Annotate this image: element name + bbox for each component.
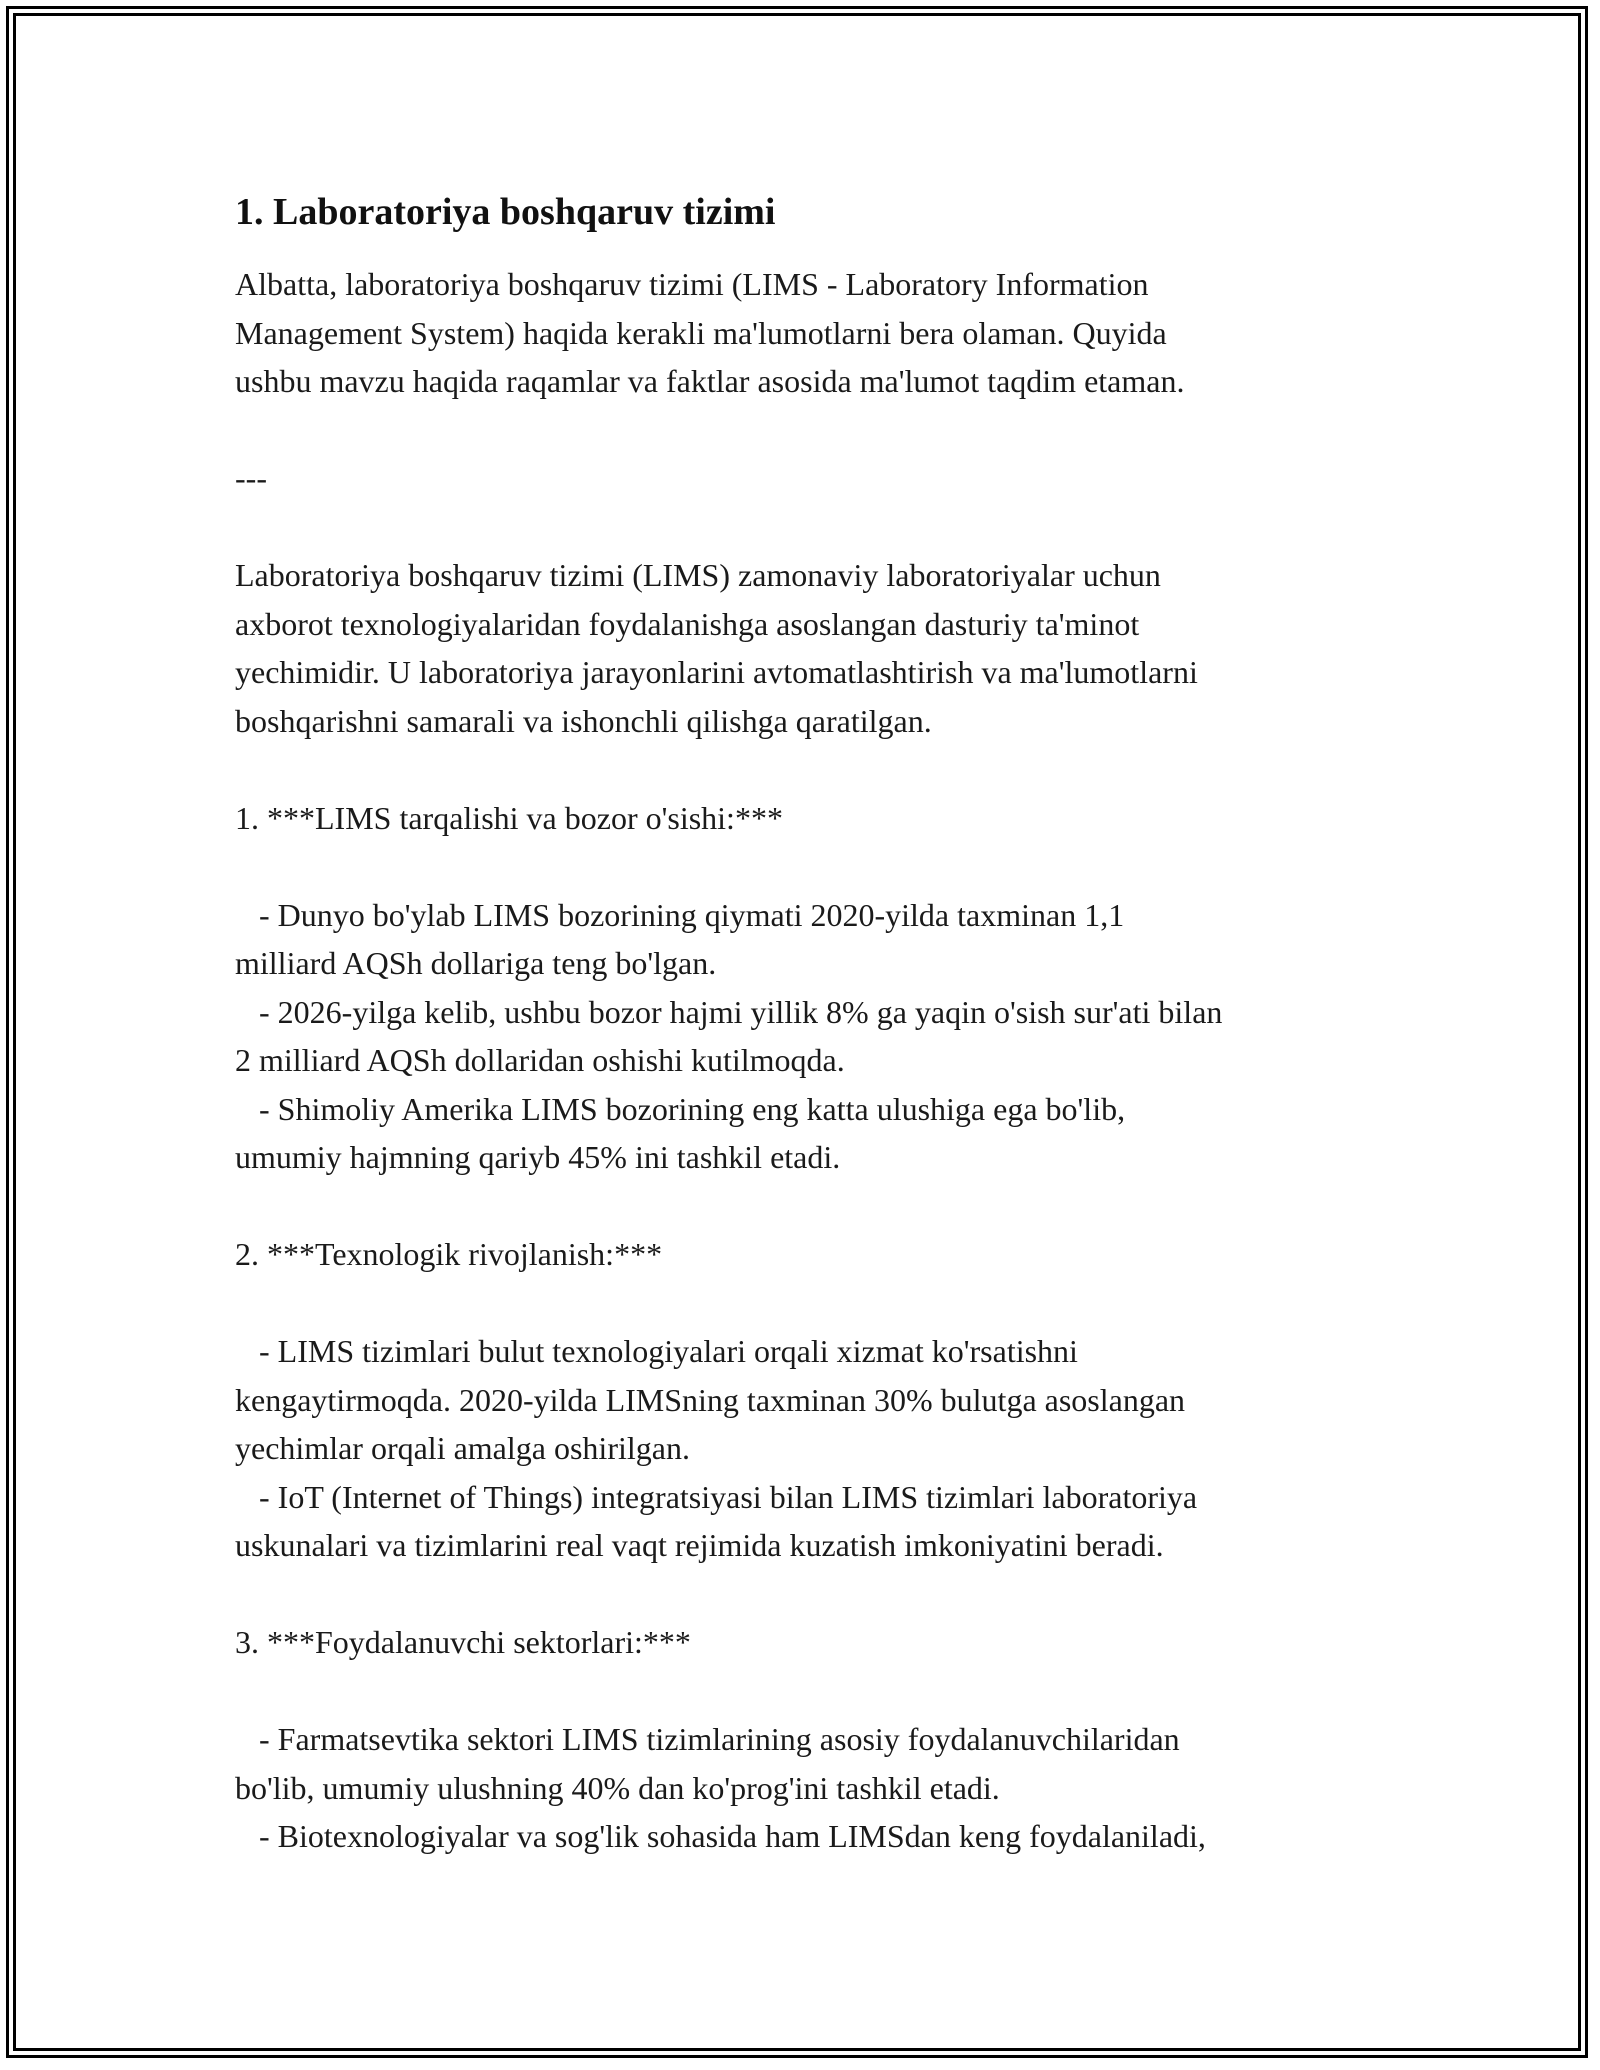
document-heading: 1. Laboratoriya boshqaruv tizimi — [235, 191, 776, 233]
document-content — [235, 186, 1385, 1861]
document-body: Albatta, laboratoriya boshqaruv tizimi (LIMS - Laboratory Information Management System) haqida kerakli ma'lumotlarni bera olaman. Quyida ushbu mavzu haqida raqamlar va faktlar asosida ma'lumot taqdim etaman. --- Laboratoriya boshqaruv tizimi (LIMS) zamonaviy laboratoriyalar uchun axborot texnologiyalaridan foydalanishga asoslangan dasturiy ta'minot yechimidir. U laboratoriya jarayonlarini avtomatlashtirish va ma'lumotlarni boshqarishni samarali va ishonchli qilishga qaratilgan. 1. ***LIMS tarqalishi va bozor o'sishi:*** - Dunyo bo'ylab LIMS bozorining qiymati 2020-yilda taxminan 1,1 milliard AQSh dollariga teng bo'lgan. - 2026-yilga kelib, ushbu bozor hajmi yillik 8% ga yaqin o'sish sur'ati bilan 2 milliard AQSh dollaridan oshishi kutilmoqda. - Shimoliy Amerika LIMS bozorining eng katta ulushiga ega bo'lib, umumiy hajmning qariyb 45% ini tashkil etadi. 2. ***Texnologik rivojlanish:*** - LIMS tizimlari bulut texnologiyalari orqali xizmat ko'rsatishni kengaytirmoqda. 2020-yilda LIMSning taxminan 30% bulutga asoslangan yechimlar orqali amalga oshirilgan. - IoT (Internet of Things) integratsiyasi bilan LIMS tizimlari laboratoriya uskunalari va tizimlarini real vaqt rejimida kuzatish imkoniyatini beradi. 3. ***Foydalanuvchi sektorlari:*** - Farmatsevtika sektori LIMS tizimlarining asosiy foydalanuvchilaridan bo'lib, umumiy ulushning 40% dan ko'prog'ini tashkil etadi. - Biotexnologiyalar va sog'lik sohasida ham LIMSdan keng foydalaniladi, — [235, 266, 1223, 1854]
